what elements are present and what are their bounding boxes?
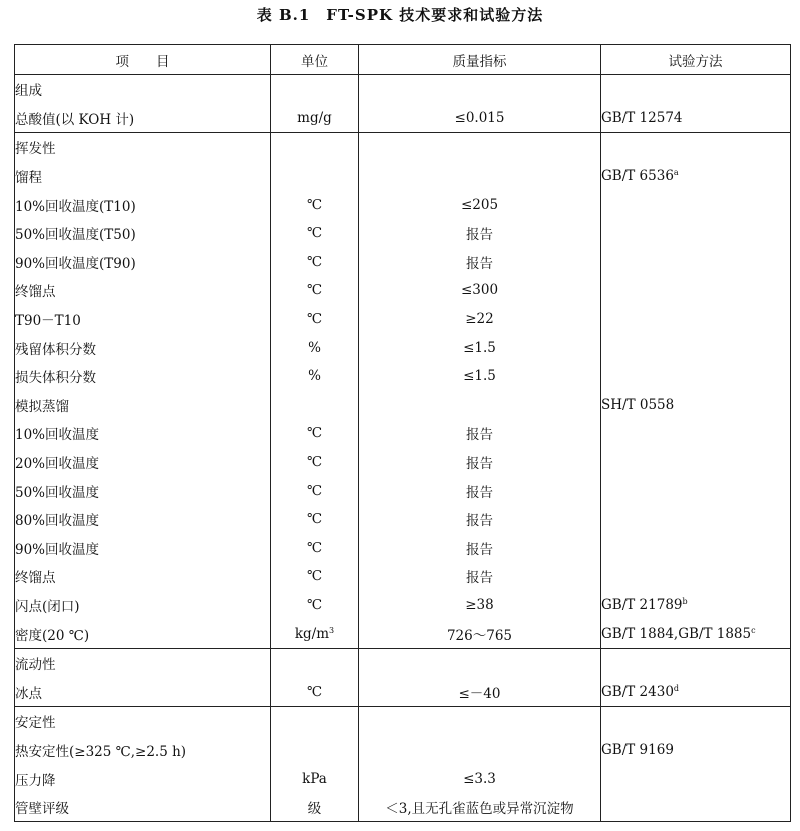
row-item: 挥发性	[15, 133, 271, 162]
row-method	[601, 162, 791, 191]
unit-superscript: 3	[329, 625, 335, 635]
row-item: 终馏点	[15, 276, 271, 305]
table-header	[15, 45, 791, 75]
row-index: ≤1.5	[359, 333, 601, 362]
row-method	[601, 448, 791, 477]
method-footnote: d	[673, 683, 680, 693]
method-text: GB/T 1884,GB/T 1885	[601, 625, 752, 642]
row-method	[601, 333, 791, 362]
row-unit: ℃	[271, 248, 359, 277]
row-method	[601, 534, 791, 563]
table-row	[15, 591, 791, 620]
row-index	[359, 648, 601, 677]
row-index: ≥22	[359, 305, 601, 334]
row-method	[601, 133, 791, 162]
row-unit: ℃	[271, 219, 359, 248]
row-item: 残留体积分数	[15, 333, 271, 362]
row-method	[601, 677, 791, 706]
row-unit	[271, 75, 359, 104]
table-row	[15, 104, 791, 133]
table-row	[15, 276, 791, 305]
row-item: 80%回收温度	[15, 505, 271, 534]
row-unit	[271, 736, 359, 765]
row-index: 报告	[359, 219, 601, 248]
row-item: 90%回收温度(T90)	[15, 248, 271, 277]
row-index: ≤0.015	[359, 104, 601, 133]
table-row	[15, 505, 791, 534]
row-item: 90%回收温度	[15, 534, 271, 563]
row-method	[601, 591, 791, 620]
row-unit: 级	[271, 793, 359, 822]
table-row	[15, 133, 791, 162]
row-item: T90－T10	[15, 305, 271, 334]
row-index: 报告	[359, 448, 601, 477]
row-unit: ℃	[271, 476, 359, 505]
row-method	[601, 419, 791, 448]
table-row	[15, 707, 791, 736]
method-footnote: c	[751, 625, 756, 635]
table-row	[15, 75, 791, 104]
method-footnote: a	[673, 168, 679, 178]
method-text: GB/T 6536	[601, 168, 674, 185]
table-row	[15, 619, 791, 648]
table-body	[15, 75, 791, 822]
row-unit: ℃	[271, 562, 359, 591]
row-unit	[271, 619, 359, 648]
row-item: 压力降	[15, 764, 271, 793]
row-item: 10%回收温度	[15, 419, 271, 448]
row-unit	[271, 648, 359, 677]
table-row	[15, 419, 791, 448]
method-text: GB/T 21789	[601, 596, 683, 613]
row-item: 密度(20 ℃)	[15, 619, 271, 648]
row-item: 管壁评级	[15, 793, 271, 822]
row-index: ≤300	[359, 276, 601, 305]
row-index	[359, 162, 601, 191]
row-unit	[271, 133, 359, 162]
row-index	[359, 75, 601, 104]
row-index: 报告	[359, 534, 601, 563]
table-row	[15, 248, 791, 277]
method-text: GB/T 12574	[601, 109, 683, 126]
row-method	[601, 305, 791, 334]
table-row	[15, 736, 791, 765]
row-method	[601, 276, 791, 305]
table-row	[15, 305, 791, 334]
method-text: SH/T 0558	[601, 396, 675, 413]
row-unit: ℃	[271, 677, 359, 706]
table-row	[15, 677, 791, 706]
row-item: 50%回收温度(T50)	[15, 219, 271, 248]
row-item: 热安定性(≥325 ℃,≥2.5 h)	[15, 736, 271, 765]
row-method	[601, 104, 791, 133]
row-index: ≤205	[359, 190, 601, 219]
row-unit: %	[271, 333, 359, 362]
method-text: GB/T 2430	[601, 683, 674, 700]
row-index	[359, 391, 601, 420]
row-method	[601, 619, 791, 648]
row-method	[601, 707, 791, 736]
row-index: 报告	[359, 562, 601, 591]
row-method	[601, 75, 791, 104]
table-row	[15, 764, 791, 793]
row-unit: ℃	[271, 534, 359, 563]
row-index	[359, 133, 601, 162]
row-unit	[271, 707, 359, 736]
row-item: 组成	[15, 75, 271, 104]
row-method	[601, 362, 791, 391]
row-index: 726～765	[359, 619, 601, 648]
row-unit: ℃	[271, 448, 359, 477]
table-row	[15, 190, 791, 219]
row-index: 报告	[359, 476, 601, 505]
row-unit	[271, 391, 359, 420]
row-unit: ℃	[271, 190, 359, 219]
row-unit: ℃	[271, 419, 359, 448]
row-index	[359, 736, 601, 765]
row-item: 馏程	[15, 162, 271, 191]
row-item: 模拟蒸馏	[15, 391, 271, 420]
header-method: 试验方法	[601, 45, 791, 75]
table-row	[15, 162, 791, 191]
row-unit	[271, 162, 359, 191]
header-unit: 单位	[271, 45, 359, 75]
row-method	[601, 248, 791, 277]
row-method	[601, 391, 791, 420]
row-method	[601, 505, 791, 534]
row-unit: %	[271, 362, 359, 391]
table-row	[15, 648, 791, 677]
table-row	[15, 476, 791, 505]
row-index: 报告	[359, 505, 601, 534]
row-item: 安定性	[15, 707, 271, 736]
row-index: ≤3.3	[359, 764, 601, 793]
row-method	[601, 562, 791, 591]
row-method	[601, 793, 791, 822]
row-index: ＜3,且无孔雀蓝色或异常沉淀物	[359, 793, 601, 822]
row-item: 损失体积分数	[15, 362, 271, 391]
row-item: 总酸值(以 KOH 计)	[15, 104, 271, 133]
row-item: 冰点	[15, 677, 271, 706]
table-row	[15, 793, 791, 822]
row-item: 流动性	[15, 648, 271, 677]
method-footnote: b	[682, 596, 688, 606]
row-item: 闪点(闭口)	[15, 591, 271, 620]
table-row	[15, 219, 791, 248]
table-title: 表 B.1 FT-SPK 技术要求和试验方法	[256, 6, 544, 24]
row-index: ≤－40	[359, 677, 601, 706]
spec-table	[14, 44, 791, 822]
row-method	[601, 764, 791, 793]
unit-text: kg/m	[294, 625, 330, 642]
row-method	[601, 190, 791, 219]
row-method	[601, 219, 791, 248]
header-row	[15, 45, 791, 75]
row-item: 20%回收温度	[15, 448, 271, 477]
row-index: 报告	[359, 419, 601, 448]
row-unit: ℃	[271, 505, 359, 534]
row-item: 50%回收温度	[15, 476, 271, 505]
row-unit: ℃	[271, 591, 359, 620]
row-unit: mg/g	[271, 104, 359, 133]
header-item: 项 目	[15, 45, 271, 75]
table-row	[15, 562, 791, 591]
table-row	[15, 333, 791, 362]
row-index: 报告	[359, 248, 601, 277]
row-method	[601, 648, 791, 677]
table-row	[15, 534, 791, 563]
header-index: 质量指标	[359, 45, 601, 75]
row-method	[601, 476, 791, 505]
table-row	[15, 448, 791, 477]
table-row	[15, 362, 791, 391]
row-item: 10%回收温度(T10)	[15, 190, 271, 219]
row-index: ≥38	[359, 591, 601, 620]
table-row	[15, 391, 791, 420]
row-index: ≤1.5	[359, 362, 601, 391]
row-unit: ℃	[271, 305, 359, 334]
row-unit: ℃	[271, 276, 359, 305]
row-item: 终馏点	[15, 562, 271, 591]
row-index	[359, 707, 601, 736]
row-method	[601, 736, 791, 765]
method-text: GB/T 9169	[601, 741, 674, 758]
row-unit: kPa	[271, 764, 359, 793]
